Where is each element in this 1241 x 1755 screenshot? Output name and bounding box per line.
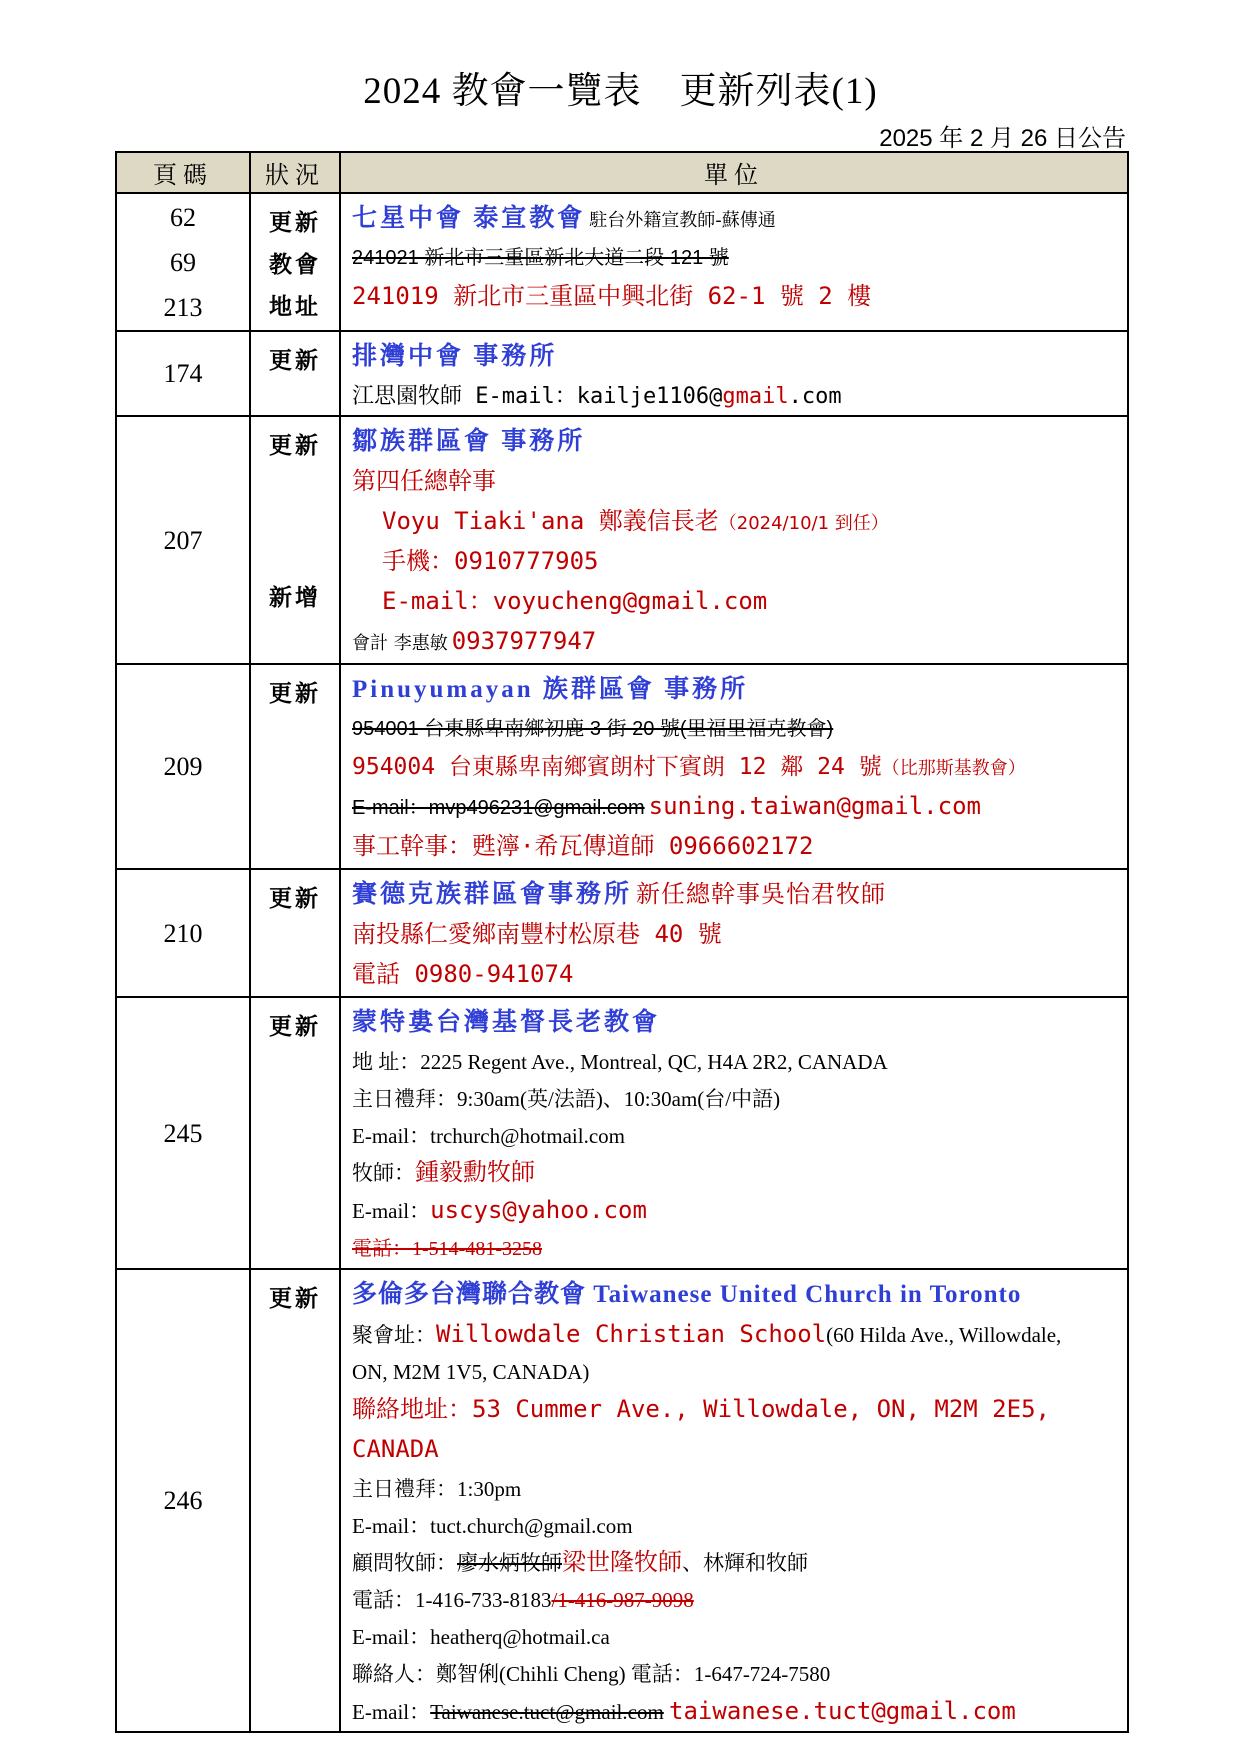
unit-cell — [340, 331, 1128, 416]
venue-name: Willowdale Christian School — [436, 1320, 827, 1348]
phone: 電話：1-416-733-8183 — [352, 1588, 552, 1612]
table-row — [116, 331, 1128, 416]
unit-name: 鄒族群區會 事務所 — [352, 428, 586, 455]
new-address-note: （比那斯基教會） — [881, 758, 1026, 779]
position-title: 第四任總幹事 — [352, 467, 496, 495]
address: 地 址：2225 Regent Ave., Montreal, QC, H4A 2R2, CANADA — [352, 1050, 888, 1074]
unit-cell — [340, 869, 1128, 997]
unit-cell — [340, 997, 1128, 1269]
new-email: taiwanese.tuct@gmail.com — [669, 1697, 1016, 1725]
page-numbers: 62 69 213 — [116, 193, 250, 331]
column-header-page: 頁碼 — [116, 152, 250, 193]
email-address: E-mail：voyucheng@gmail.com — [382, 587, 768, 615]
accountant-phone: 0937977947 — [451, 627, 597, 655]
pastor-label: 牧師： — [352, 1161, 415, 1185]
unit-name: Pinuyumayan 族群區會 事務所 — [352, 676, 749, 703]
email-label: E-mail： — [352, 1199, 431, 1223]
old-email: E-mail：mvp496231@gmail.com — [352, 797, 645, 819]
worship-time: 主日禮拜：9:30am(英/法語)、10:30am(台/中語) — [352, 1087, 781, 1111]
email-domain: gmail — [722, 384, 789, 409]
email-suffix: .com — [788, 384, 842, 409]
new-advisor: 梁世隆牧師 — [562, 1550, 682, 1576]
new-email: suning.taiwan@gmail.com — [648, 792, 981, 820]
unit-name: 多倫多台灣聯合教會 Taiwanese United Church in Toronto — [352, 1281, 1022, 1308]
secretary-name: Voyu Tiaki'ana 鄭義信長老 — [382, 507, 719, 535]
venue-label: 聚會址： — [352, 1323, 436, 1347]
table-row — [116, 193, 1128, 331]
status-cell: 更新 — [250, 331, 340, 416]
email-address: E-mail：trchurch@hotmail.com — [352, 1124, 626, 1148]
page-numbers: 209 — [116, 664, 250, 869]
old-email: Taiwanese.tuct@gmail.com — [430, 1700, 664, 1724]
pastor-name: 鍾毅勳牧師 — [415, 1160, 535, 1186]
status-cell: 更新 — [250, 664, 340, 869]
church-update-table — [115, 151, 1129, 1733]
venue-address-cont: ON, M2M 1V5, CANADA) — [352, 1360, 590, 1384]
status-cell: 更新 新增 — [250, 416, 340, 664]
contact-address: 聯絡地址：53 Cummer Ave., Willowdale, ON, M2M 2E5, — [352, 1395, 1050, 1423]
unit-cell — [340, 193, 1128, 331]
unit-name: 七星中會 泰宣教會 — [352, 205, 586, 232]
table-header-row — [116, 152, 1128, 193]
table-row — [116, 664, 1128, 869]
status-cell: 更新 — [250, 869, 340, 997]
unit-name: 排灣中會 事務所 — [352, 343, 558, 370]
mobile-number: 手機：0910777905 — [382, 547, 599, 575]
old-phone: /1-416-987-9098 — [551, 1588, 694, 1612]
unit-cell — [340, 416, 1128, 664]
unit-name: 賽德克族群區會事務所 — [352, 881, 633, 908]
page-title: 2024 教會一覽表 更新列表(1) — [363, 71, 878, 112]
start-date-note: （2024/10/1 到任） — [718, 513, 889, 534]
venue-address: (60 Hilda Ave., Willowdale, — [826, 1323, 1062, 1347]
unit-cell — [340, 1269, 1128, 1732]
status-cell: 更新 — [250, 1269, 340, 1732]
column-header-status: 狀況 — [250, 152, 340, 193]
unit-name: 蒙特婁台灣基督長老教會 — [352, 1009, 661, 1036]
contact-person: 聯絡人：鄭智俐(Chihli Cheng) 電話：1-647-724-7580 — [352, 1662, 831, 1686]
column-header-unit: 單位 — [340, 152, 1128, 193]
unit-note: 駐台外籍宣教師-蘇傳通 — [589, 210, 776, 231]
email-address: E-mail：tuct.church@gmail.com — [352, 1514, 633, 1538]
new-email: uscys@yahoo.com — [430, 1196, 647, 1224]
email-label: E-mail： — [352, 1700, 431, 1724]
new-secretary: 新任總幹事吳怡君牧師 — [636, 880, 887, 908]
status-cell: 更新 — [250, 997, 340, 1269]
page-numbers: 246 — [116, 1269, 250, 1732]
page-numbers: 174 — [116, 331, 250, 416]
phone: 電話 0980-941074 — [352, 960, 574, 988]
new-address: 954004 台東縣卑南鄉賓朗村下賓朗 12 鄰 24 號 — [352, 754, 882, 780]
status-cell: 更新 教會 地址 — [250, 193, 340, 331]
old-advisor: 廖水炳牧師 — [457, 1551, 562, 1575]
table-row — [116, 997, 1128, 1269]
table-row — [116, 416, 1128, 664]
new-address: 241019 新北市三重區中興北街 62-1 號 2 樓 — [352, 282, 872, 310]
old-address: 954001 台東縣卑南鄉初鹿 3 街 20 號(里福里福克教會) — [352, 718, 834, 740]
old-phone: 電話：1-514-481-3258 — [352, 1238, 542, 1260]
staff-contact: 事工幹事：甦濘·希瓦傳道師 0966602172 — [352, 832, 814, 860]
page-numbers: 210 — [116, 869, 250, 997]
table-row — [116, 869, 1128, 997]
contact-address-cont: CANADA — [352, 1435, 439, 1463]
advisor-label: 顧問牧師： — [352, 1551, 457, 1575]
email-prefix: 江思園牧師 E-mail：kailje1106@ — [352, 384, 723, 409]
page-numbers: 207 — [116, 416, 250, 664]
old-address: 241021 新北市三重區新北大道二段 121 號 — [352, 247, 729, 269]
email-address-2: E-mail：heatherq@hotmail.ca — [352, 1625, 610, 1649]
table-row — [116, 1269, 1128, 1732]
unit-cell — [340, 664, 1128, 869]
announcement-date: 2025 年 2 月 26 日公告 — [879, 125, 1126, 152]
address: 南投縣仁愛鄉南豐村松原巷 40 號 — [352, 920, 722, 948]
other-advisor: 、林輝和牧師 — [682, 1551, 808, 1575]
worship-time: 主日禮拜：1:30pm — [352, 1477, 522, 1501]
page-numbers: 245 — [116, 997, 250, 1269]
accountant-label: 會計 李惠敏 — [352, 633, 448, 654]
